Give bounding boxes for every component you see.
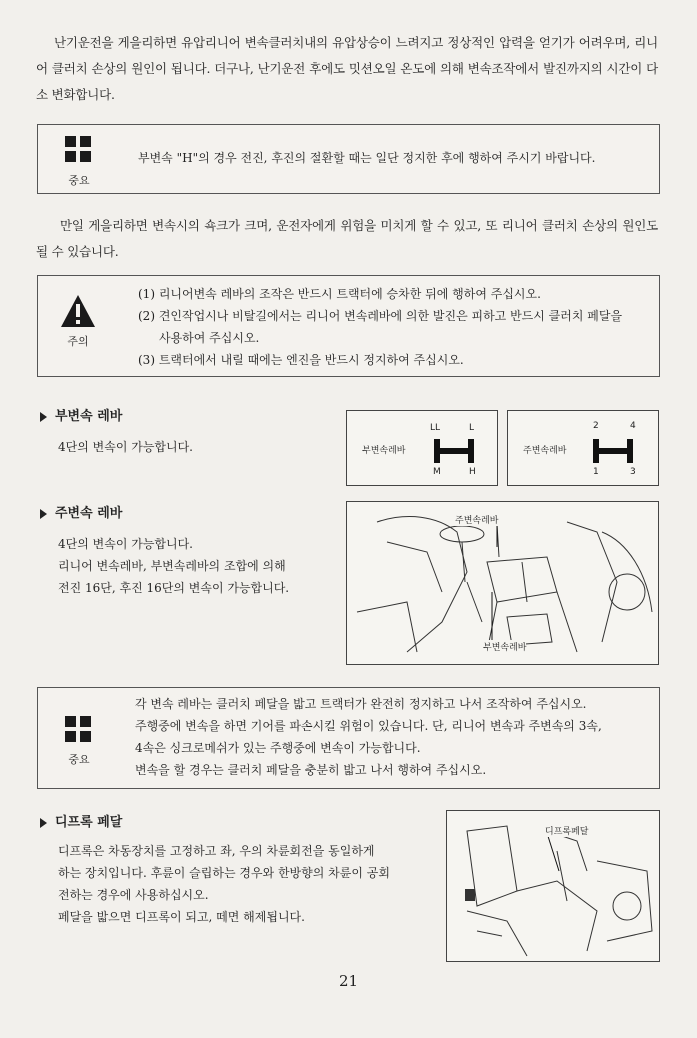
diff-lock-illustration	[446, 810, 660, 962]
important-label: 중요	[68, 753, 90, 766]
h-gate-icon	[590, 437, 636, 465]
important-cross-icon	[65, 136, 93, 164]
h-gate-icon	[431, 437, 477, 465]
intro-paragraph: 난기운전을 게을리하면 유압리니어 변속클러치내의 유압상승이 느려지고 정상적인 압력을 얻기가 어려우며, 리니어 클러치 손상의 원인이 됩니다. 더구나, 난기운전 후에도 밋션오일 온도에 의해 변속조작에서 발진까지의 시간이 다소 변화합니다.	[36, 35, 658, 102]
sub-lever-diagram-label: 부변속레바	[362, 446, 406, 456]
caution-label: 주의	[67, 335, 89, 348]
important-2-line-2: 주행중에 변속을 하면 기어를 파손시킬 위험이 있습니다. 단, 리니어 변속과 주변속의 3속,	[135, 719, 602, 733]
caution-item-3: (3) 트랙터에서 내릴 때에는 엔진을 반드시 정지하여 주십시오.	[138, 353, 464, 367]
important-label: 중요	[68, 174, 90, 187]
important-text: 부변속 "H"의 경우 전진, 후진의 절환할 때는 일단 정지한 후에 행하여 주시기 바랍니다.	[138, 151, 596, 165]
diff-lock-line-3: 전하는 경우에 사용하십시오.	[58, 888, 209, 902]
caution-box	[37, 275, 660, 377]
caution-item-1: (1) 리니어변속 레바의 조작은 반드시 트랙터에 승차한 뒤에 행하여 주십시오.	[138, 287, 541, 301]
diff-lock-line-1: 디프록은 차동장치를 고정하고 좌, 우의 차륜회전을 동일하게	[58, 844, 375, 858]
main-lever-heading: 주변속 레바	[40, 502, 122, 521]
main-lever-line-2: 리니어 변속레바, 부변속레바의 조합에 의해	[58, 559, 286, 573]
section-bullet-icon	[40, 412, 47, 422]
main-lever-line-1: 4단의 변속이 가능합니다.	[58, 537, 193, 551]
sub-lever-callout: 부변속레바	[483, 640, 526, 653]
diff-lock-heading: 디프록 페달	[40, 811, 122, 830]
important-2-line-1: 각 변속 레바는 클러치 페달을 밟고 트랙터가 완전히 정지하고 나서 조작하여 주십시오.	[135, 697, 587, 711]
caution-item-2: (2) 견인작업시나 비탈길에서는 리니어 변속레바에 의한 발진은 피하고 반드시 클러치 페달을	[138, 309, 623, 323]
diff-lock-line-4: 페달을 밟으면 디프록이 되고, 떼면 해제됩니다.	[58, 910, 305, 924]
important-cross-icon	[65, 716, 93, 744]
section-bullet-icon	[40, 509, 47, 519]
diff-lock-callout: 디프록페달	[545, 824, 588, 837]
important-2-line-4: 변속을 할 경우는 클러치 페달을 충분히 밟고 나서 행하여 주십시오.	[135, 763, 487, 777]
important-2-line-3: 4속은 싱크로메쉬가 있는 주행중에 변속이 가능합니다.	[135, 741, 421, 755]
sub-lever-heading: 부변속 레바	[40, 405, 122, 424]
main-lever-line-3: 전진 16단, 후진 16단의 변속이 가능합니다.	[58, 581, 290, 595]
warning-triangle-icon	[60, 294, 96, 328]
main-lever-diagram: 주변속레바 2 4 1 3	[507, 410, 659, 486]
tractor-cab-illustration	[346, 501, 659, 665]
important-box-2	[37, 687, 660, 789]
sub-lever-diagram: 부변속레바 LL L M H	[346, 410, 498, 486]
sub-lever-text: 4단의 변속이 가능합니다.	[58, 440, 193, 454]
important-box-1	[37, 124, 660, 194]
paragraph-2: 만일 게을리하면 변속시의 쇽크가 크며, 운전자에게 위험을 미치게 할 수 있고, 또 리니어 클러치 손상의 원인도 될 수 있습니다.	[36, 218, 658, 259]
diff-lock-line-2: 하는 장치입니다. 후륜이 슬립하는 경우와 한방향의 차륜이 공회	[58, 866, 390, 880]
page-number: 21	[338, 972, 359, 990]
section-bullet-icon	[40, 818, 47, 828]
main-lever-callout: 주변속레바	[455, 513, 498, 526]
caution-item-2-cont: 사용하여 주십시오.	[159, 331, 260, 345]
